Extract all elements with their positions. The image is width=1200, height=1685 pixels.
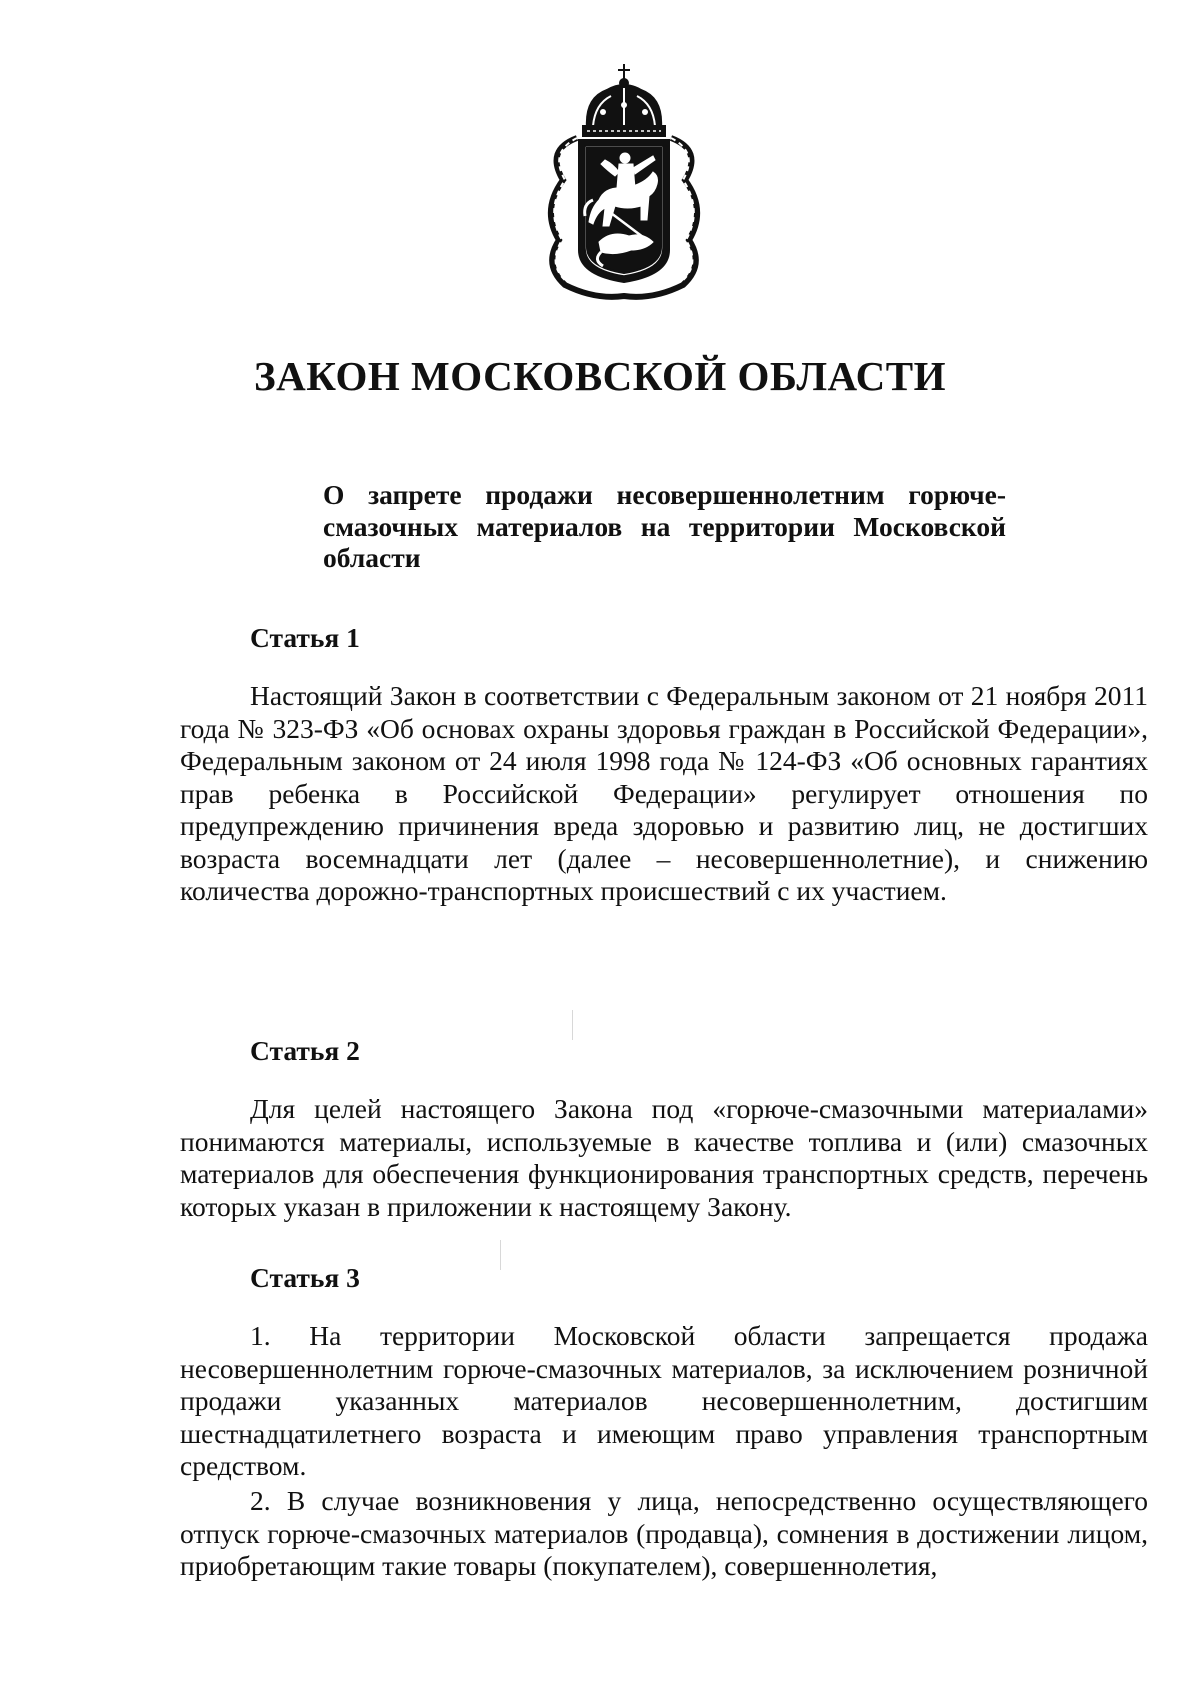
coat-of-arms-emblem bbox=[535, 60, 713, 305]
law-title: ЗАКОН МОСКОВСКОЙ ОБЛАСТИ bbox=[254, 353, 946, 399]
article-2-paragraph: Для целей настоящего Закона под «горюче-смазочными материалами» понимаются материалы, используемые в качестве топлива и (или) смазочных материалов для обеспечения функционирования транспортных средств, перечень которых указан в приложении к настоящему Закону. bbox=[180, 1093, 1148, 1222]
scan-mark bbox=[500, 1240, 501, 1270]
article-3-heading: Статья 3 bbox=[250, 1262, 360, 1293]
article-3-paragraph-2: 2. В случае возникновения у лица, непосредственно осуществляющего отпуск горюче-смазочных материалов (продавца), сомнения в достижении лицом, приобретающим такие товары (покупателем), совершеннолетия, bbox=[180, 1485, 1148, 1581]
article-1-paragraph: Настоящий Закон в соответствии с Федеральным законом от 21 ноября 2011 года № 323-ФЗ «Об основах охраны здоровья граждан в Российской Федерации», Федеральным законом от 24 июля 1998 года № 124-ФЗ «Об основных гарантиях прав ребенка в Российской Федерации» регулирует отношения по предупреждению причинения вреда здоровью и развитию лиц, не достигших возраста восемнадцати лет (далее – несовершеннолетние), и снижению количества дорожно-транспортных происшествий с их участием. bbox=[180, 680, 1148, 906]
scan-mark bbox=[572, 1010, 573, 1040]
article-3-paragraph-1: 1. На территории Московской области запрещается продажа несовершеннолетним горюче-смазочных материалов, за исключением розничной продажи указанных материалов несовершеннолетним, достигшим шестнадцатилетнего возраста и имеющим право управления транспортным средством. bbox=[180, 1320, 1148, 1481]
article-1-heading: Статья 1 bbox=[250, 622, 360, 653]
law-subject: О запрете продажи несовершеннолетним горюче-смазочных материалов на территории Московской области bbox=[323, 479, 1006, 573]
article-2-heading: Статья 2 bbox=[250, 1035, 360, 1066]
